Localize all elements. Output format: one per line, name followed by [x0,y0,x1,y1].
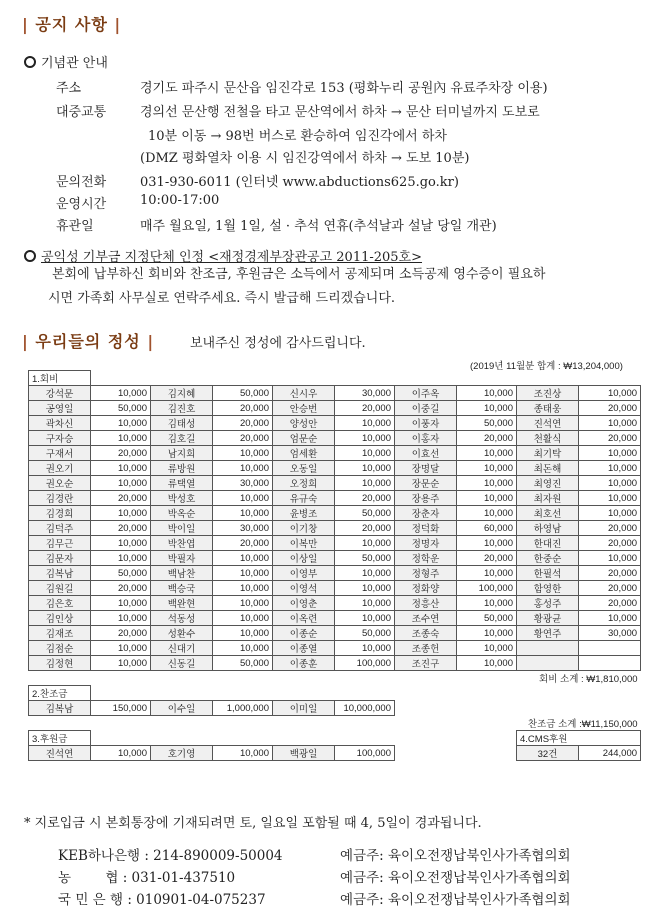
amount-cell: 20,000 [457,431,517,446]
amount-cell: 20,000 [213,431,273,446]
donor-name-cell: 류방원 [151,461,213,476]
bank-account: KEB하나은행 : 214-890009-50004 [58,848,283,864]
amount-cell: 10,000 [91,461,151,476]
table-row [29,416,641,431]
donor-name-cell: 곽차신 [29,416,91,431]
table-row [29,491,641,506]
info-value: 매주 월요일, 1월 1일, 설 · 추석 연휴(추석날과 설날 당일 개관) [140,219,497,234]
amount-cell: 1,000,000 [213,701,273,716]
amount-cell: 10,000 [335,566,395,581]
donor-name-cell: 김호길 [151,431,213,446]
donor-name-cell: 김정현 [29,656,91,671]
donor-name-cell: 조종헌 [395,641,457,656]
amount-cell: 10,000 [91,506,151,521]
amount-cell: 10,000 [457,656,517,671]
donor-name-cell: 이홍자 [395,431,457,446]
donor-name-cell: 정화양 [395,581,457,596]
amount-cell: 10,000 [335,641,395,656]
amount-cell: 10,000 [457,461,517,476]
donor-name-cell: 남지희 [151,446,213,461]
account-holder: 예금주: 육이오전쟁납북인사가족협의회 [340,892,571,908]
donor-name-cell: 이미일 [273,701,335,716]
amount-cell [579,641,641,656]
amount-cell: 10,000 [335,431,395,446]
table-row-subtotal [29,716,641,731]
amount-cell: 10,000 [213,611,273,626]
table-row [29,461,641,476]
donor-name-cell: 황광균 [517,611,579,626]
section-museum-heading: 기념관 안내 [24,52,108,71]
bank-account-row [58,866,571,886]
amount-cell: 10,000 [91,536,151,551]
info-value: 10:00-17:00 [140,193,220,208]
donor-name-cell: 황연주 [517,626,579,641]
donor-name-cell: 엄세환 [273,446,335,461]
donor-name-cell: 김원길 [29,581,91,596]
amount-cell: 10,000 [213,551,273,566]
cms-count-cell: 32건 [517,746,579,761]
amount-cell: 10,000 [457,476,517,491]
table-row [29,701,641,716]
amount-cell: 20,000 [91,521,151,536]
donor-name-cell: 종태웅 [517,401,579,416]
amount-cell: 10,000 [579,611,641,626]
donor-name-cell: 이풍자 [395,416,457,431]
table-row [29,536,641,551]
donor-name-cell: 이효선 [395,446,457,461]
donor-name-cell: 천활식 [517,431,579,446]
amount-cell: 10,000 [91,656,151,671]
info-label: 휴관일 [56,219,94,234]
donor-name-cell: 홍성주 [517,596,579,611]
info-value: 10분 이동 → 98번 버스로 환승하여 임진각에서 하차 [148,129,447,144]
amount-cell: 10,000 [213,566,273,581]
section-header-cell: 4.CMS후원 [517,731,641,746]
notice-title: | 공지 사항 | [22,15,122,34]
amount-cell: 10,000 [457,401,517,416]
amount-cell: 150,000 [91,701,151,716]
amount-cell: 20,000 [335,401,395,416]
amount-cell: 50,000 [335,626,395,641]
account-holder: 예금주: 육이오전쟁납북인사가족협의회 [340,870,571,886]
amount-cell: 10,000 [91,476,151,491]
donor-name-cell: 오동일 [273,461,335,476]
donor-name-cell: 김태성 [151,416,213,431]
amount-cell: 10,000 [335,461,395,476]
amount-cell [579,656,641,671]
donor-name-cell: 백승국 [151,581,213,596]
empty-cell [91,371,641,386]
amount-cell: 10,000 [335,416,395,431]
donor-name-cell: 이주옥 [395,386,457,401]
amount-cell: 20,000 [91,446,151,461]
table-row [29,521,641,536]
info-value: 031-930-6011 (인터넷 www.abductions625.go.kr) [140,175,459,190]
table-row-header [29,371,641,386]
amount-cell: 244,000 [579,746,641,761]
amount-cell: 10,000 [457,536,517,551]
donor-name-cell: 김진호 [151,401,213,416]
table-row-subtotal [29,671,641,686]
donor-name-cell: 김재조 [29,626,91,641]
donor-name-cell: 양성안 [273,416,335,431]
circle-bullet-icon [24,56,36,68]
info-label: 문의전화 [56,175,107,190]
donor-name-cell: 최자원 [517,491,579,506]
donor-name-cell: 조종숙 [395,626,457,641]
amount-cell: 30,000 [579,626,641,641]
info-label: 운영시간 [56,197,107,212]
info-value: 경기도 파주시 문산읍 임진각로 153 (평화누리 공원內 유료주차장 이용) [140,81,548,96]
donor-name-cell: 함영한 [517,581,579,596]
info-value: (DMZ 평화열차 이용 시 임진강역에서 하차 → 도보 10분) [140,151,470,166]
amount-cell: 50,000 [91,566,151,581]
donor-name-cell: 김인상 [29,611,91,626]
amount-cell: 10,000 [335,476,395,491]
donor-name-cell: 이수일 [151,701,213,716]
amount-cell: 10,000 [213,446,273,461]
donor-name-cell: 정흥산 [395,596,457,611]
amount-cell: 10,000 [91,431,151,446]
amount-cell: 50,000 [457,416,517,431]
amount-cell: 20,000 [579,521,641,536]
donor-name-cell: 진석연 [29,746,91,761]
amount-cell: 10,000 [579,491,641,506]
amount-cell: 10,000 [335,536,395,551]
amount-cell: 20,000 [335,491,395,506]
donor-name-cell: 장용주 [395,491,457,506]
donor-name-cell: 호기영 [151,746,213,761]
donor-name-cell: 이중길 [395,401,457,416]
amount-cell: 20,000 [579,581,641,596]
bank-account: 국 민 은 행 : 010901-04-075237 [58,892,266,908]
amount-cell: 20,000 [91,581,151,596]
donation-paragraph [48,263,632,311]
donor-name-cell: 박찬엽 [151,536,213,551]
empty-cell [91,731,517,746]
table-row [29,611,641,626]
amount-cell: 20,000 [91,626,151,641]
amount-cell: 10,000 [457,596,517,611]
donor-name-cell: 이영석 [273,581,335,596]
amount-cell: 10,000 [91,596,151,611]
account-holder: 예금주: 육이오전쟁납북인사가족협의회 [340,848,571,864]
donor-name-cell: 류택열 [151,476,213,491]
bank-account-row [58,844,571,864]
amount-cell: 20,000 [579,596,641,611]
paragraph-line: 본회에 납부하신 회비와 찬조금, 후원금은 소득에서 공제되며 소득공제 영수증이 필요하 [52,267,546,282]
amount-cell: 10,000 [579,476,641,491]
donor-name-cell: 조진상 [517,386,579,401]
donor-name-cell: 김복남 [29,566,91,581]
donor-name-cell [517,641,579,656]
donor-name-cell: 강석문 [29,386,91,401]
amount-cell: 10,000 [213,506,273,521]
donations-subtitle: 보내주신 정성에 감사드립니다. [190,336,366,351]
amount-cell: 20,000 [579,566,641,581]
donor-name-cell: 이종순 [273,626,335,641]
section-header-cell: 1.회비 [29,371,91,386]
donor-name-cell: 한필석 [517,566,579,581]
amount-cell: 10,000 [91,386,151,401]
donor-name-cell: 김경희 [29,506,91,521]
amount-cell: 10,000 [457,491,517,506]
donor-name-cell: 백남찬 [151,566,213,581]
circle-bullet-icon [24,250,36,262]
amount-cell: 10,000 [91,551,151,566]
amount-cell: 10,000 [213,596,273,611]
donor-name-cell: 이옥련 [273,611,335,626]
donor-name-cell: 권오순 [29,476,91,491]
donor-name-cell: 김점순 [29,641,91,656]
amount-cell: 10,000 [213,641,273,656]
amount-cell: 10,000 [457,386,517,401]
amount-cell: 10,000 [213,626,273,641]
table-row [29,746,641,761]
amount-cell: 100,000 [457,581,517,596]
table-row [29,476,641,491]
amount-cell: 20,000 [579,431,641,446]
donor-name-cell: 성환수 [151,626,213,641]
donor-name-cell: 백광일 [273,746,335,761]
donor-name-cell: 한중순 [517,551,579,566]
amount-cell: 10,000 [91,611,151,626]
amount-cell: 10,000,000 [335,701,395,716]
info-label: 주소 [56,81,82,96]
donor-name-cell: 이종열 [273,641,335,656]
subtotal-cell: 회비 소계 : ₩1,810,000 [539,674,638,685]
donor-name-cell: 안승번 [273,401,335,416]
donor-name-cell: 박이일 [151,521,213,536]
amount-cell: 20,000 [213,536,273,551]
donor-name-cell: 장명달 [395,461,457,476]
info-value: 경의선 문산행 전철을 타고 문산역에서 하차 → 문산 터미널까지 도보로 [140,105,540,120]
amount-cell: 10,000 [91,746,151,761]
donor-name-cell: 석동성 [151,611,213,626]
donor-name-cell: 신시우 [273,386,335,401]
donor-name-cell: 이기창 [273,521,335,536]
amount-cell: 20,000 [213,416,273,431]
donor-name-cell: 김무근 [29,536,91,551]
donor-name-cell [517,656,579,671]
donor-name-cell: 구재서 [29,446,91,461]
amount-cell: 100,000 [335,746,395,761]
donor-name-cell: 권오기 [29,461,91,476]
amount-cell: 30,000 [213,521,273,536]
donor-name-cell: 장문순 [395,476,457,491]
amount-cell: 10,000 [579,551,641,566]
donor-name-cell: 이복만 [273,536,335,551]
amount-cell: 10,000 [335,581,395,596]
donor-name-cell: 조수연 [395,611,457,626]
amount-cell: 10,000 [91,416,151,431]
amount-cell: 50,000 [335,506,395,521]
amount-cell: 10,000 [457,566,517,581]
donor-name-cell: 최호선 [517,506,579,521]
amount-cell: 10,000 [335,446,395,461]
table-row [29,581,641,596]
donor-name-cell: 정덕화 [395,521,457,536]
amount-cell: 10,000 [579,386,641,401]
amount-cell: 30,000 [335,386,395,401]
donor-name-cell: 김덕주 [29,521,91,536]
donor-name-cell: 신대기 [151,641,213,656]
donor-name-cell: 윤병조 [273,506,335,521]
donor-name-cell: 엄문순 [273,431,335,446]
donor-name-cell: 최기탁 [517,446,579,461]
amount-cell: 20,000 [213,401,273,416]
amount-cell: 10,000 [213,746,273,761]
amount-cell: 10,000 [579,416,641,431]
info-label: 대중교통 [56,105,107,120]
giro-note: * 지로입금 시 본회통장에 기재되려면 토, 일요일 포함될 때 4, 5일이 경과됩니다. [24,816,482,831]
donor-name-cell: 한대진 [517,536,579,551]
table-row [29,401,641,416]
amount-cell: 20,000 [457,551,517,566]
amount-cell: 10,000 [335,611,395,626]
amount-cell: 10,000 [457,446,517,461]
donor-name-cell: 진석연 [517,416,579,431]
table-row [29,446,641,461]
bank-account: 농 협 : 031-01-437510 [58,870,236,886]
table-row [29,566,641,581]
amount-cell: 100,000 [335,656,395,671]
paragraph-line: 시면 가족회 사무실로 연락주세요. 즉시 발급해 드리겠습니다. [48,291,396,306]
amount-cell: 50,000 [91,401,151,416]
amount-cell: 10,000 [335,596,395,611]
donor-name-cell: 정학운 [395,551,457,566]
subtotal-cell: 찬조금 소계 :₩11,150,000 [527,719,638,730]
amount-cell: 10,000 [213,461,273,476]
donor-name-cell: 공영일 [29,401,91,416]
amount-cell: 20,000 [91,491,151,506]
donor-name-cell: 신동길 [151,656,213,671]
amount-cell: 30,000 [213,476,273,491]
donor-name-cell: 박옥순 [151,506,213,521]
donor-name-cell: 최영진 [517,476,579,491]
donor-name-cell: 김복남 [29,701,91,716]
donor-name-cell: 이종훈 [273,656,335,671]
donor-name-cell: 박필자 [151,551,213,566]
section-header-cell: 3.후원금 [29,731,91,746]
bank-account-row [58,888,571,908]
table-row [29,551,641,566]
amount-cell: 10,000 [91,641,151,656]
amount-cell: 10,000 [457,506,517,521]
table-row [29,506,641,521]
table-row-header [29,731,641,746]
amount-cell: 60,000 [457,521,517,536]
table-row [29,626,641,641]
donor-name-cell: 정명자 [395,536,457,551]
amount-cell: 50,000 [213,386,273,401]
donations-table [28,370,641,761]
table-row [29,431,641,446]
donor-name-cell: 정형주 [395,566,457,581]
donations-total: (2019년 11월분 합계 : ₩13,204,000) [470,361,623,372]
amount-cell: 10,000 [579,461,641,476]
amount-cell: 10,000 [213,581,273,596]
donor-name-cell: 조진구 [395,656,457,671]
amount-cell: 10,000 [579,446,641,461]
amount-cell: 10,000 [457,641,517,656]
donor-name-cell: 이영춘 [273,596,335,611]
donations-title: | 우리들의 정성 | [22,332,155,351]
amount-cell: 50,000 [335,551,395,566]
empty-cell [395,746,517,761]
amount-cell: 20,000 [579,536,641,551]
amount-cell: 20,000 [579,401,641,416]
donor-name-cell: 박성호 [151,491,213,506]
donor-name-cell: 오정희 [273,476,335,491]
section-donation-heading: 공익성 기부금 지정단체 인정 <재정경제부장관공고 2011-205호> [24,246,422,265]
donor-name-cell: 이영부 [273,566,335,581]
section-header-cell: 2.찬조금 [29,686,91,701]
table-row [29,641,641,656]
donor-name-cell: 김문자 [29,551,91,566]
donor-name-cell: 김지혜 [151,386,213,401]
amount-cell: 10,000 [213,491,273,506]
empty-cell [91,686,641,701]
empty-cell [395,701,641,716]
amount-cell: 10,000 [457,626,517,641]
table-row-header [29,686,641,701]
amount-cell: 50,000 [457,611,517,626]
donor-name-cell: 백완현 [151,596,213,611]
donor-name-cell: 최돈해 [517,461,579,476]
donor-name-cell: 구자승 [29,431,91,446]
amount-cell: 20,000 [335,521,395,536]
amount-cell: 10,000 [579,506,641,521]
donor-name-cell: 하영남 [517,521,579,536]
table-row [29,596,641,611]
donor-name-cell: 장춘자 [395,506,457,521]
table-row [29,656,641,671]
donor-name-cell: 이상일 [273,551,335,566]
donor-name-cell: 유규숙 [273,491,335,506]
table-row [29,386,641,401]
amount-cell: 50,000 [213,656,273,671]
donor-name-cell: 김은호 [29,596,91,611]
donor-name-cell: 김경란 [29,491,91,506]
